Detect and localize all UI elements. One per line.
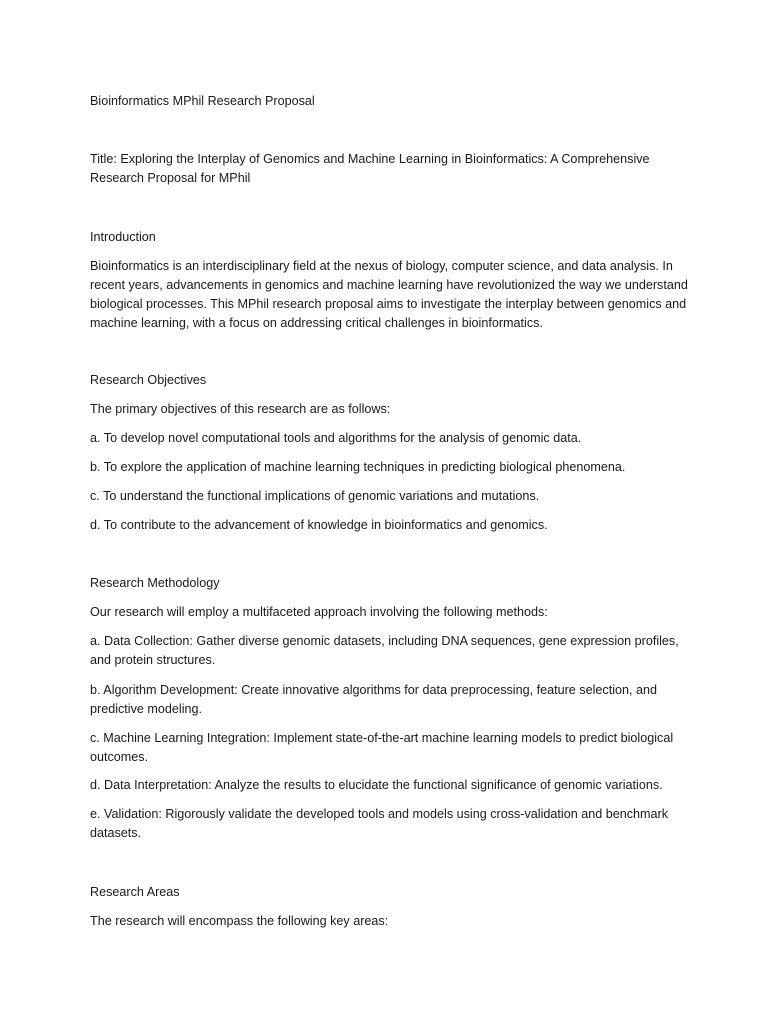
methodology-item-d: d. Data Interpretation: Analyze the results to elucidate the functional significance of genomic variations.: [90, 778, 663, 792]
objective-item-b: b. To explore the application of machine learning techniques in predicting biological phenomena.: [90, 460, 626, 474]
objective-item-a: a. To develop novel computational tools and algorithms for the analysis of genomic data.: [90, 431, 582, 445]
introduction-heading: Introduction: [90, 230, 156, 244]
methodology-item-a: a. Data Collection: Gather diverse genomic datasets, including DNA sequences, gene expression profiles, and protein structures.: [90, 634, 679, 667]
areas-intro: The research will encompass the following key areas:: [90, 914, 389, 928]
objectives-heading: Research Objectives: [90, 373, 207, 387]
objectives-intro: The primary objectives of this research are as follows:: [90, 402, 391, 416]
areas-heading: Research Areas: [90, 885, 180, 899]
objective-item-c: c. To understand the functional implications of genomic variations and mutations.: [90, 489, 540, 503]
objective-item-d: d. To contribute to the advancement of knowledge in bioinformatics and genomics.: [90, 518, 548, 532]
methodology-item-c: c. Machine Learning Integration: Implement state-of-the-art machine learning models to predict biological outcomes.: [90, 731, 674, 764]
methodology-item-e: e. Validation: Rigorously validate the developed tools and models using cross-validation and benchmark datasets.: [90, 807, 669, 840]
document-title: Title: Exploring the Interplay of Genomics and Machine Learning in Bioinformatics: A Comprehensive Research Proposal for MPhil: [90, 152, 650, 185]
introduction-paragraph: Bioinformatics is an interdisciplinary field at the nexus of biology, computer science, and data analysis. In recent years, advancements in genomics and machine learning have revolutionized the way we understand biological processes. This MPhil research proposal aims to investigate the interplay between genomics and machine learning, with a focus on addressing critical challenges in bioinformatics.: [90, 259, 688, 330]
methodology-intro: Our research will employ a multifaceted approach involving the following methods:: [90, 605, 548, 619]
document-header: Bioinformatics MPhil Research Proposal: [90, 94, 315, 108]
methodology-heading: Research Methodology: [90, 576, 220, 590]
methodology-item-b: b. Algorithm Development: Create innovative algorithms for data preprocessing, feature selection, and predictive modeling.: [90, 683, 658, 716]
